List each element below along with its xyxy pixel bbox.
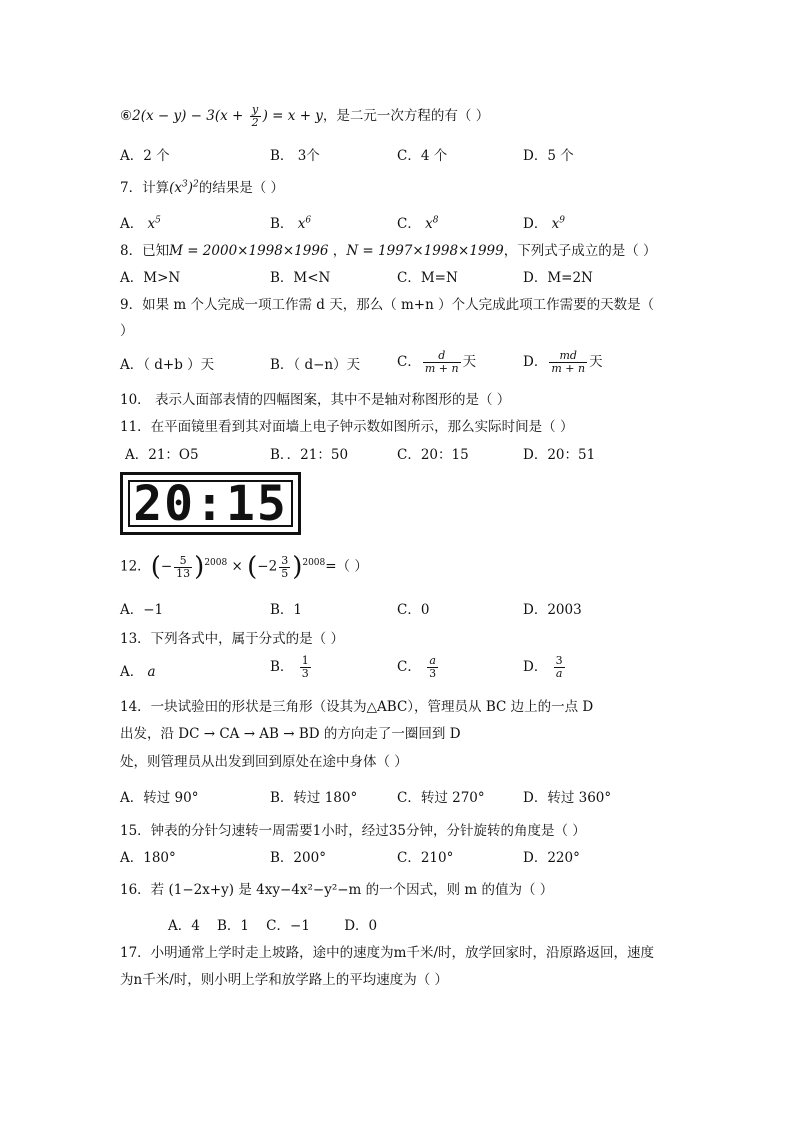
q9-option-d: D． $\frac{md}{m + n}$ 天 xyxy=(523,349,603,375)
q14-option-a: A．转过 90° xyxy=(120,790,199,806)
q8-stem-before: 8．已知 xyxy=(120,243,170,259)
q13-options xyxy=(120,654,720,680)
q8-m-expression: M = 2000×1998×1996 xyxy=(169,243,329,259)
q13-option-b: B． $\frac{1}{3}$ xyxy=(270,654,309,680)
q15-stem: 15．钟表的分针匀速转一周需要1小时，经过35分钟，分针旋转的角度是（ ） xyxy=(120,823,586,839)
q12-exponent-2: 2008 xyxy=(302,558,326,568)
q15-option-b: B．200° xyxy=(270,850,326,866)
q6-circle-number: ⑥ xyxy=(120,108,133,124)
digital-clock-figure xyxy=(120,472,301,535)
q6-stem xyxy=(120,104,489,129)
q7-options xyxy=(120,212,720,232)
q14-option-b: B．转过 180° xyxy=(270,790,358,806)
q14-stem-line2: 出发，沿 DC → CA → AB → BD 的方向走了一圈回到 D xyxy=(120,726,461,742)
clock-display: 20:15 xyxy=(128,480,293,527)
q7-option-b: B． $x^6$ xyxy=(270,215,312,232)
q12-tail: =（ ） xyxy=(325,558,368,575)
q14-stem-line3: 处，则管理员从出发到回到原处在途中身体（ ） xyxy=(120,754,408,770)
q12-option-a: A．−1 xyxy=(120,602,164,618)
q17-stem-line2: 为n千米/时，则小明上学和放学路上的平均速度为（ ） xyxy=(120,972,449,988)
q9-options xyxy=(120,349,720,375)
q15-option-c: C．210° xyxy=(397,850,454,866)
q12-stem: 12．(− $\frac{5}{13}$ )$^{2008}$ × (−2 $\frac{3}{5}$ )$^{2008}$=（ ） xyxy=(120,552,368,582)
q17-stem-line1: 17．小明通常上学时走上坡路，途中的速度为m千米/时，放学回家时，沿原路返回，速度 xyxy=(120,945,655,961)
q14-option-d: D．转过 360° xyxy=(523,790,612,806)
q6-options xyxy=(120,144,720,164)
q8-option-d: D．M=2N xyxy=(523,270,593,286)
q8-stem-after: ，下列式子成立的是（ ） xyxy=(503,243,657,259)
q10-stem: 10． 表示人面部表情的四幅图案，其中不是轴对称图形的是（ ） xyxy=(120,392,511,408)
q16-options: A．4 B．1 C．−1 D．0 xyxy=(168,918,378,934)
q14-stem-line1: 14．一块试验田的形状是三角形（设其为△ABC），管理员从 BC 边上的一点 D xyxy=(120,699,594,715)
q6-option-d: D．5 个 xyxy=(523,148,574,164)
q11-option-b: B．．21：50 xyxy=(270,447,349,463)
q7-option-d: D． $x^9$ xyxy=(523,215,565,232)
q12-exponent-1: 2008 xyxy=(204,558,228,568)
q12-option-b: B．1 xyxy=(270,602,303,618)
q7-expression: $(x^3)^2$ xyxy=(169,179,199,196)
q8-n-expression: N = 1997×1998×1999 xyxy=(346,243,504,259)
q6-option-a: A．2 个 xyxy=(120,148,170,164)
q8-option-c: C．M=N xyxy=(397,270,458,286)
q12-option-c: C．0 xyxy=(397,602,430,618)
q15-option-a: A．180° xyxy=(120,850,176,866)
q15-options xyxy=(120,846,720,866)
q13-option-a: A． a xyxy=(120,664,156,680)
q12-number: 12． xyxy=(120,558,151,575)
q16-stem: 16．若 (1−2x+y) 是 4xy−4x²−y²−m 的一个因式，则 m 的值为（ ） xyxy=(120,882,554,898)
q13-option-c: C． $\frac{a}{3}$ xyxy=(397,654,437,680)
q11-option-a: A．21：O5 xyxy=(125,447,199,463)
q11-option-d: D．20：51 xyxy=(523,447,596,463)
q14-options xyxy=(120,786,720,806)
q8-stem: 8．已知M = 2000×1998×1996 ，N = 1997×1998×1999，下列式子成立的是（ ） xyxy=(120,243,657,259)
q9-option-c: C． $\frac{d}{m + n}$ 天 xyxy=(397,349,477,375)
q9-stem-line2: ） xyxy=(120,323,134,339)
q11-stem: 11．在平面镜里看到其对面墙上电子钟示数如图所示，那么实际时间是（ ） xyxy=(120,419,574,435)
q8-options xyxy=(120,266,720,286)
q13-stem: 13．下列各式中，属于分式的是（ ） xyxy=(120,631,344,647)
q9-stem-line1: 9．如果 m 个人完成一项工作需 d 天，那么（ m+n ）个人完成此项工作需要的天数是（ xyxy=(120,297,655,313)
q6-option-b: B． 3个 xyxy=(270,148,320,164)
q7-option-a: A． $x^5$ xyxy=(120,215,161,232)
q7-stem-before: 7．计算 xyxy=(120,180,170,196)
q6-equation: 2(x − y) − 3(x + $\frac{y}{2}$ ) = x + y xyxy=(132,103,323,129)
q6-option-c: C．4 个 xyxy=(397,148,448,164)
q11-option-c: C．20：15 xyxy=(397,447,469,463)
q7-option-c: C． $x^8$ xyxy=(397,215,439,232)
q11-options xyxy=(125,443,725,463)
q7-stem-after: 的结果是（ ） xyxy=(198,180,285,196)
q13-option-d: D． $\frac{3}{a}$ xyxy=(523,654,563,680)
q8-option-a: A．M>N xyxy=(120,270,181,286)
q14-option-c: C．转过 270° xyxy=(397,790,485,806)
q9-option-a: A．（ d+b ）天 xyxy=(120,357,215,373)
q12-option-d: D．2003 xyxy=(523,602,582,618)
q15-option-d: D．220° xyxy=(523,850,580,866)
q12-options xyxy=(120,598,720,618)
q6-question: ，是二元一次方程的有（ ） xyxy=(322,108,490,124)
q8-option-b: B．M<N xyxy=(270,270,331,286)
q9-option-b: B．（ d−n）天 xyxy=(270,357,361,373)
q7-stem xyxy=(120,176,284,196)
